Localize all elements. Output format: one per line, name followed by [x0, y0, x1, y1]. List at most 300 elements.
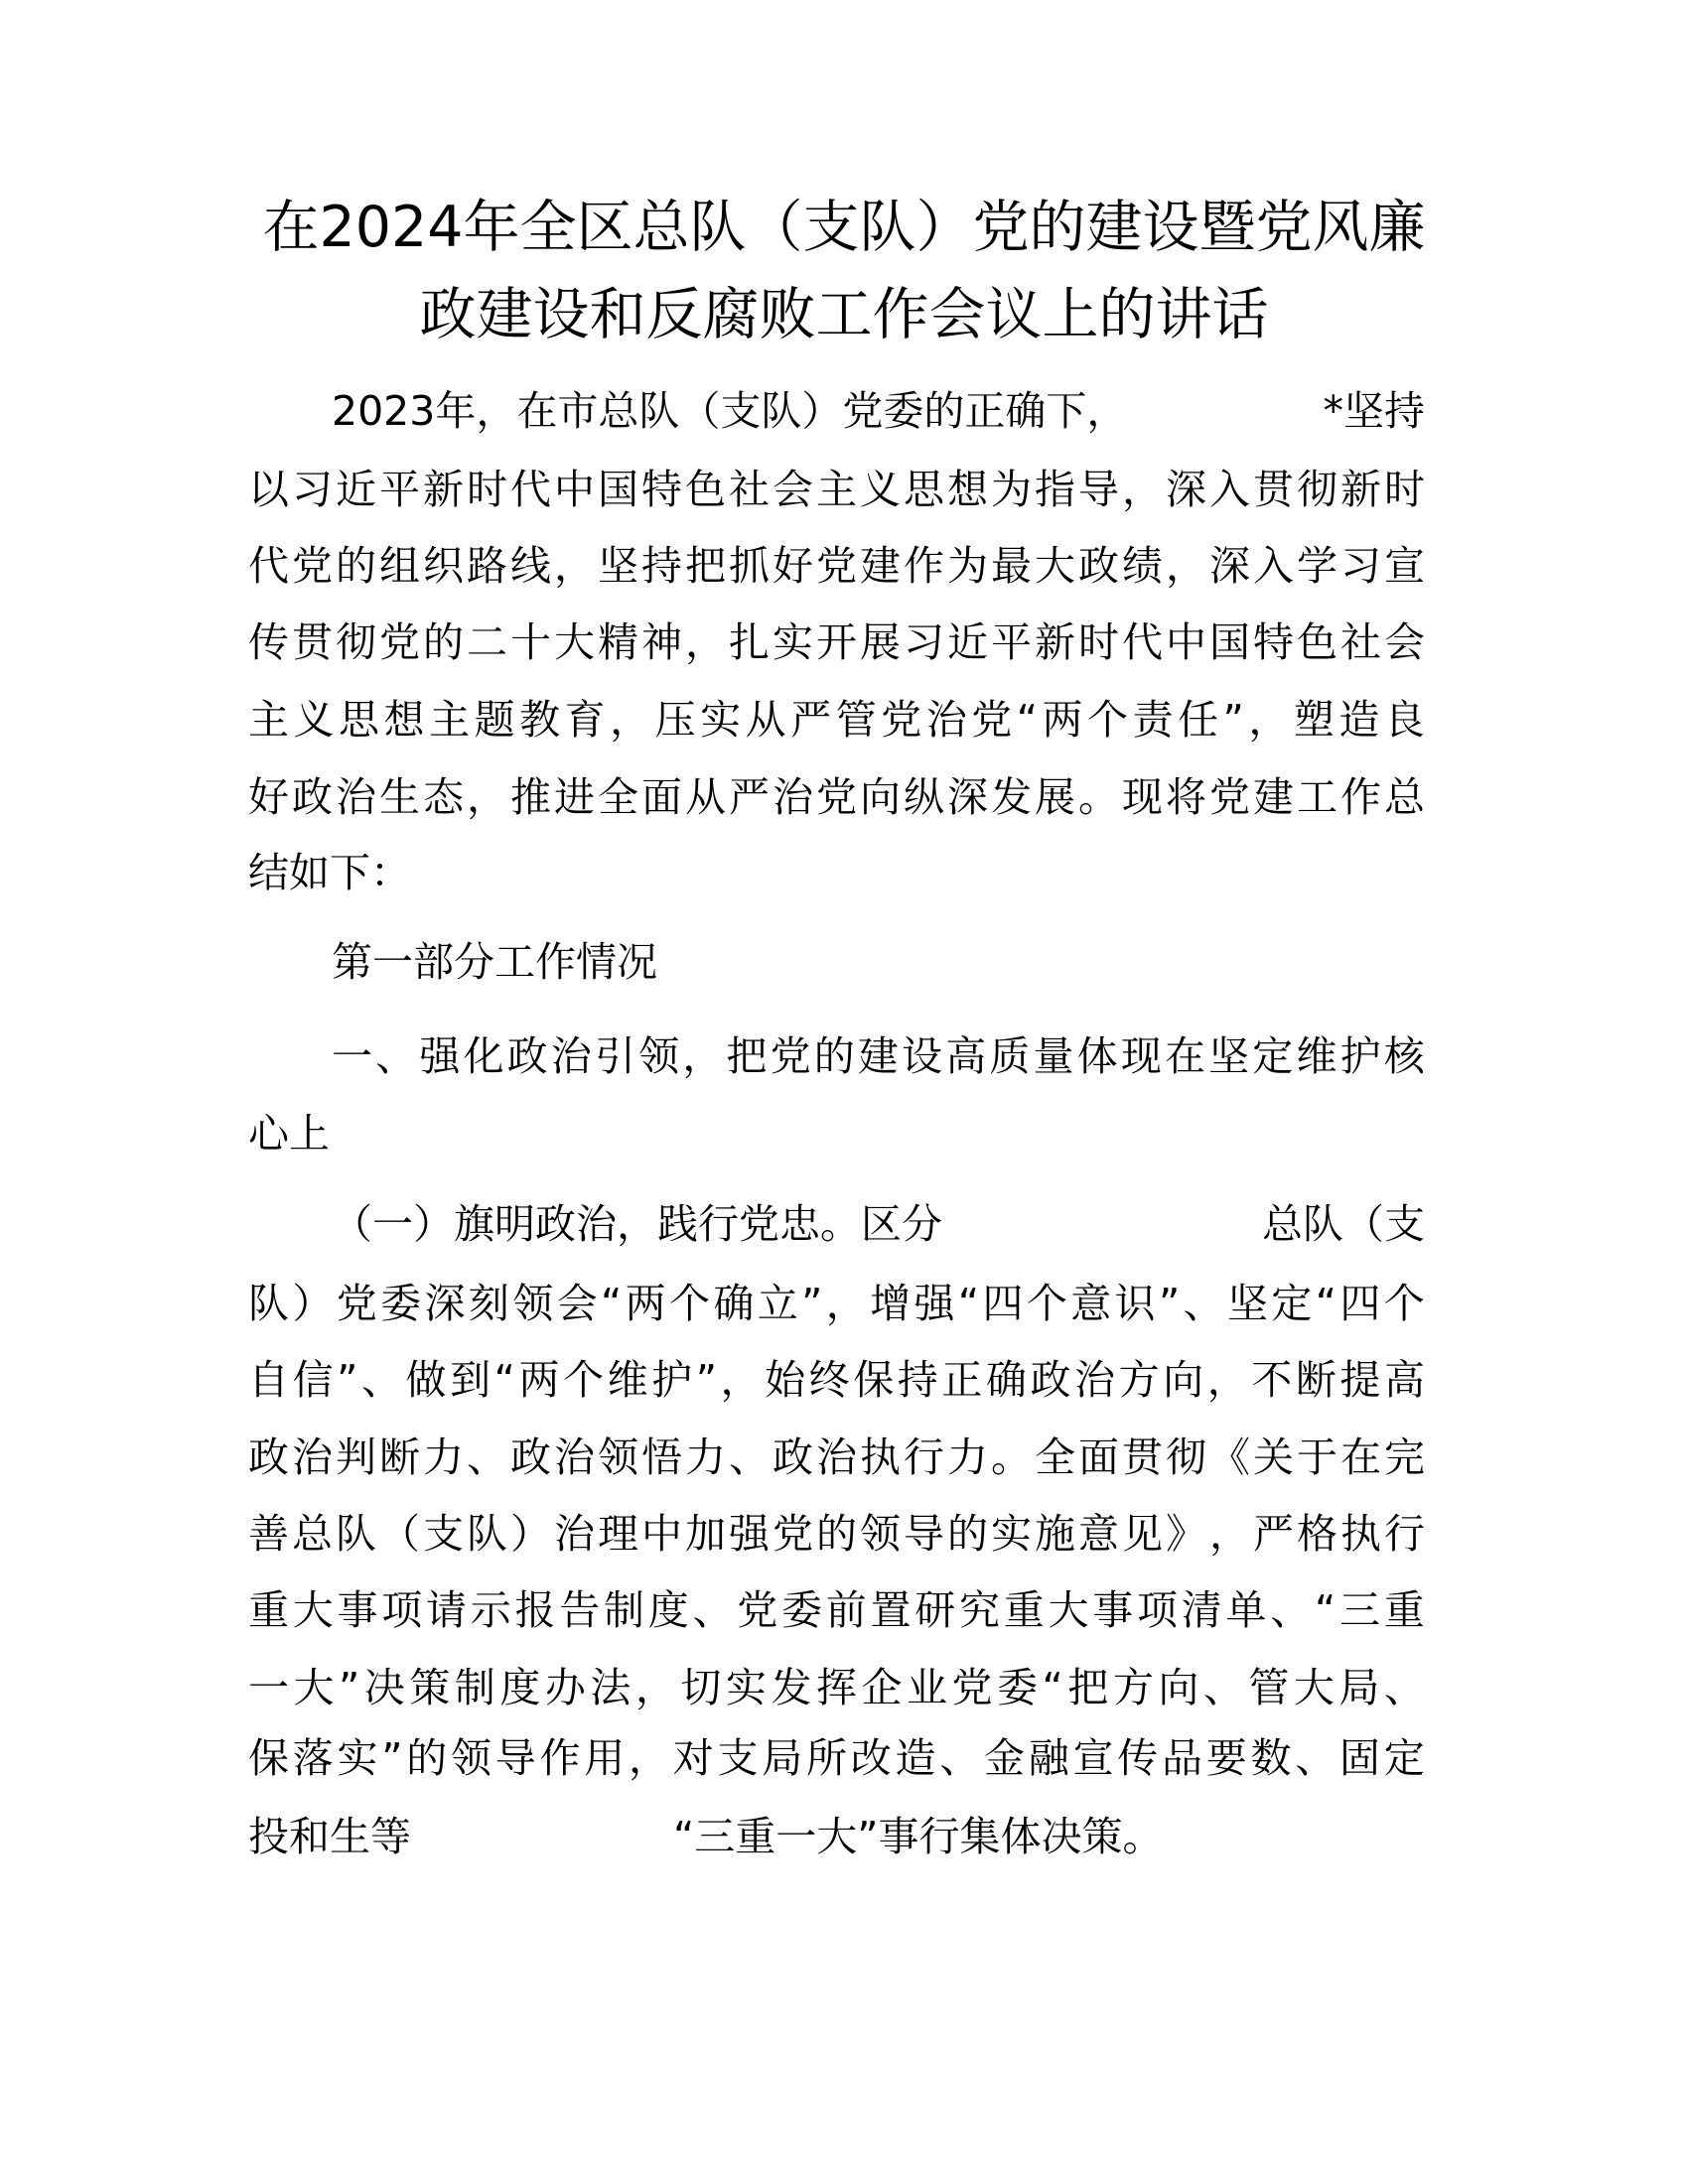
char: 两 — [625, 1280, 666, 1327]
char: 、 — [1270, 1586, 1312, 1634]
paragraph-line — [248, 690, 1425, 750]
char: 委 — [380, 1280, 422, 1327]
char: 政 — [248, 1433, 289, 1481]
paragraph-line — [248, 1580, 1425, 1640]
char: 造 — [1338, 696, 1380, 744]
char: ” — [381, 1734, 403, 1782]
char: 治 — [292, 1433, 333, 1481]
paragraph-line — [248, 536, 1425, 596]
text-segment: 2023年，在市总队（支队）党委的正确下， — [332, 387, 1128, 435]
char: “ — [1042, 1664, 1063, 1711]
char: 管 — [1248, 1664, 1290, 1711]
char: 建 — [860, 542, 901, 590]
char: 入 — [1209, 466, 1250, 513]
char: 政 — [506, 1032, 548, 1080]
char: 主 — [816, 466, 857, 513]
char: 固 — [1339, 1734, 1380, 1782]
char: 个 — [1383, 1280, 1425, 1327]
char: 平 — [379, 466, 420, 513]
char: 量 — [1033, 1032, 1074, 1080]
paragraph-line — [248, 1728, 1425, 1788]
char: 会 — [1384, 618, 1425, 666]
char: 习 — [904, 618, 944, 666]
char: 维 — [1296, 1032, 1337, 1080]
char: 品 — [1162, 1734, 1202, 1782]
char: 良 — [1383, 696, 1425, 744]
char: 强 — [729, 1510, 770, 1558]
char: 支 — [423, 1510, 464, 1558]
char: 判 — [336, 1433, 376, 1481]
char: 个 — [669, 1280, 710, 1327]
char: 总 — [1384, 773, 1425, 821]
char: 示 — [470, 1586, 511, 1634]
char: 作 — [904, 542, 944, 590]
char: 大 — [292, 1586, 334, 1634]
char: 党 — [770, 1032, 811, 1080]
char: 重 — [1383, 1586, 1425, 1634]
char: “ — [957, 1280, 980, 1327]
text-segment: 总队（支 — [1262, 1200, 1425, 1248]
char: 新 — [423, 466, 464, 513]
char: 贯 — [292, 618, 333, 666]
char: 路 — [467, 542, 507, 590]
char: ， — [467, 773, 507, 821]
char: 思 — [904, 466, 944, 513]
char: 绩 — [1122, 542, 1163, 590]
char: 传 — [1117, 1734, 1159, 1782]
char: 制 — [604, 1586, 644, 1634]
char: 压 — [654, 696, 696, 744]
char: 力 — [685, 1433, 726, 1481]
char: 格 — [1297, 1510, 1337, 1558]
char: 护 — [651, 1356, 693, 1404]
char: 彻 — [1297, 466, 1337, 513]
char: 自 — [248, 1356, 289, 1404]
char: ” — [337, 1356, 358, 1404]
char: 建 — [1253, 773, 1294, 821]
char: 领 — [598, 1433, 638, 1481]
char: 的 — [336, 542, 376, 590]
char: 党 — [971, 696, 1013, 744]
char: ” — [1222, 696, 1244, 744]
text-segment: *坚持 — [1323, 387, 1425, 435]
char: 方 — [1118, 1356, 1160, 1404]
char: 建 — [857, 1032, 899, 1080]
char: 数 — [1250, 1734, 1292, 1782]
char: 面 — [641, 773, 682, 821]
char: 刻 — [468, 1280, 509, 1327]
char: 的 — [406, 1734, 448, 1782]
char: 为 — [947, 542, 988, 590]
char: 特 — [641, 466, 682, 513]
char: 定 — [1252, 1032, 1294, 1080]
char: 高 — [945, 1032, 987, 1080]
char: 悟 — [641, 1433, 682, 1481]
char: 切 — [680, 1664, 722, 1711]
char: 中 — [641, 1510, 682, 1558]
char: 支 — [717, 1734, 759, 1782]
char: 造 — [895, 1734, 936, 1782]
char: 义 — [293, 696, 335, 744]
char: 推 — [510, 773, 551, 821]
char: 将 — [1166, 773, 1206, 821]
char: 改 — [850, 1734, 892, 1782]
char: 重 — [1003, 1586, 1045, 1634]
char: 委 — [997, 1664, 1039, 1711]
char: 终 — [808, 1356, 850, 1404]
char: 要 — [1205, 1734, 1247, 1782]
char: 会 — [556, 1280, 598, 1327]
char: 行 — [904, 1433, 944, 1481]
section-heading — [332, 1026, 1425, 1086]
char: ） — [510, 1510, 551, 1558]
char: 定 — [1271, 1280, 1313, 1327]
char: ， — [1209, 1510, 1250, 1558]
char: 二 — [467, 618, 507, 666]
char: 信 — [292, 1356, 334, 1404]
char: 彻 — [1166, 1433, 1206, 1481]
char: ” — [339, 1664, 360, 1711]
char: 度 — [499, 1664, 541, 1711]
char: 、 — [1202, 1664, 1244, 1711]
char: 面 — [1078, 1433, 1119, 1481]
char: 党 — [816, 542, 857, 590]
char: 大 — [1293, 1664, 1335, 1711]
char: 加 — [685, 1510, 726, 1558]
char: 态 — [423, 773, 464, 821]
char: 生 — [379, 773, 420, 821]
char: 党 — [1209, 773, 1250, 821]
char: 坚 — [1208, 1032, 1250, 1080]
char: 向 — [1158, 1664, 1199, 1711]
char: 一 — [332, 1032, 372, 1080]
char: 色 — [1297, 618, 1337, 666]
char: 习 — [292, 466, 333, 513]
char: 关 — [1253, 1433, 1294, 1481]
paragraph-line — [248, 1428, 1425, 1487]
char: 的 — [423, 618, 464, 666]
char: “ — [1016, 696, 1039, 744]
document-title-line-1: 在2024年全区总队（支队）党的建设暨党风廉 — [262, 195, 1426, 260]
char: 施 — [1035, 1510, 1075, 1558]
char: 两 — [1042, 696, 1083, 744]
paragraph-line — [248, 1658, 1425, 1717]
char: 时 — [467, 466, 507, 513]
char: 以 — [248, 466, 289, 513]
char: 。 — [1078, 773, 1119, 821]
char: 时 — [1384, 466, 1425, 513]
char: 强 — [419, 1032, 461, 1080]
char: ” — [1159, 1280, 1181, 1327]
char: 实 — [700, 696, 742, 744]
char: 引 — [594, 1032, 635, 1080]
char: 纵 — [904, 773, 944, 821]
char: 总 — [292, 1510, 333, 1558]
char: 社 — [1340, 618, 1381, 666]
char: 管 — [835, 696, 877, 744]
char: 定 — [1383, 1734, 1425, 1782]
char: 政 — [1078, 542, 1119, 590]
char: 实 — [991, 1510, 1032, 1558]
char: 强 — [914, 1280, 955, 1327]
char: 、 — [1183, 1280, 1224, 1327]
char: 展 — [860, 618, 901, 666]
char: （ — [379, 1510, 420, 1558]
char: 业 — [906, 1664, 947, 1711]
text-segment: “三重一大”事行集体决策。 — [673, 1813, 1164, 1860]
char: 好 — [248, 773, 289, 821]
part-heading: 第一部分工作情况 — [332, 938, 657, 986]
char: 方 — [1112, 1664, 1154, 1711]
char: 发 — [771, 1664, 812, 1711]
char: 领 — [512, 1280, 554, 1327]
char: 向 — [1163, 1356, 1204, 1404]
char: 融 — [1028, 1734, 1069, 1782]
char: ， — [1122, 466, 1163, 513]
paragraph-line — [332, 381, 1425, 441]
char: 力 — [423, 1433, 464, 1481]
char: 持 — [897, 1356, 938, 1404]
char: 个 — [563, 1356, 604, 1404]
char: 党 — [737, 1586, 778, 1634]
char: 新 — [1035, 618, 1075, 666]
char: 、 — [1295, 1734, 1336, 1782]
char: 立 — [757, 1280, 798, 1327]
char: 力 — [947, 1433, 988, 1481]
char: 重 — [248, 1586, 289, 1634]
char: 、 — [375, 1032, 417, 1080]
char: 导 — [904, 1510, 944, 1558]
char: 企 — [861, 1664, 903, 1711]
char: 局 — [762, 1734, 803, 1782]
char: 到 — [450, 1356, 492, 1404]
char: 置 — [870, 1586, 912, 1634]
char: 深 — [1166, 466, 1206, 513]
char: 治 — [1074, 1356, 1115, 1404]
char: 中 — [1166, 618, 1206, 666]
char: 特 — [1253, 618, 1294, 666]
char: 领 — [860, 1510, 901, 1558]
char: 实 — [337, 1734, 378, 1782]
char: 项 — [1137, 1586, 1178, 1634]
char: 从 — [745, 696, 786, 744]
char: 好 — [773, 542, 813, 590]
char: 党 — [816, 773, 857, 821]
char: 的 — [813, 1032, 855, 1080]
char: ， — [825, 1280, 867, 1327]
char: 义 — [860, 466, 901, 513]
char: 育 — [564, 696, 606, 744]
char: ” — [801, 1280, 823, 1327]
char: 。 — [991, 1433, 1032, 1481]
char: 为 — [991, 466, 1032, 513]
char: 全 — [1035, 1433, 1075, 1481]
char: 大 — [554, 618, 595, 666]
char: 、 — [692, 1586, 734, 1634]
char: 四 — [1339, 1280, 1381, 1327]
char: 作 — [1340, 773, 1381, 821]
char: ， — [1206, 1356, 1248, 1404]
char: 任 — [1178, 696, 1219, 744]
char: 从 — [685, 773, 726, 821]
char: 持 — [641, 542, 682, 590]
char: 、 — [360, 1356, 402, 1404]
section-heading-cont: 心上 — [248, 1110, 330, 1158]
char: 设 — [902, 1032, 943, 1080]
char: 党 — [292, 542, 333, 590]
char: 队 — [336, 1510, 376, 1558]
char: 个 — [1026, 1280, 1067, 1327]
char: 高 — [1383, 1356, 1425, 1404]
char: 的 — [947, 1510, 988, 1558]
char: ， — [629, 1734, 669, 1782]
char: 用 — [584, 1734, 626, 1782]
char: 坚 — [1227, 1280, 1268, 1327]
char: 想 — [383, 696, 425, 744]
char: 思 — [339, 696, 380, 744]
char: 十 — [510, 618, 551, 666]
char: 对 — [672, 1734, 714, 1782]
char: 想 — [947, 466, 988, 513]
char: 最 — [991, 542, 1032, 590]
char: 识 — [1114, 1280, 1156, 1327]
paragraph-line — [248, 1504, 1425, 1564]
char: ， — [1166, 542, 1206, 590]
char: 两 — [518, 1356, 560, 1404]
char: 大 — [1048, 1586, 1089, 1634]
char: 制 — [454, 1664, 495, 1711]
char: 政 — [292, 773, 333, 821]
char: 作 — [539, 1734, 581, 1782]
char: 代 — [248, 542, 289, 590]
char: 理 — [598, 1510, 638, 1558]
char: 完 — [1384, 1433, 1425, 1481]
char: 主 — [248, 696, 289, 744]
char: 指 — [1035, 466, 1075, 513]
char: 、 — [729, 1433, 770, 1481]
paragraph-line — [248, 1807, 1425, 1866]
char: 领 — [451, 1734, 492, 1782]
char: 项 — [381, 1586, 423, 1634]
char: 线 — [510, 542, 551, 590]
char: 报 — [514, 1586, 556, 1634]
char: 局 — [1338, 1664, 1380, 1711]
char: 度 — [647, 1586, 689, 1634]
char: 进 — [554, 773, 595, 821]
char: 的 — [816, 1510, 857, 1558]
char: 大 — [293, 1664, 335, 1711]
char: 党 — [773, 1510, 813, 1558]
paragraph-line — [248, 767, 1425, 827]
char: 发 — [991, 773, 1032, 821]
char: 告 — [559, 1586, 601, 1634]
char: 《 — [1209, 1433, 1250, 1481]
char: 把 — [726, 1032, 768, 1080]
char: 宣 — [1072, 1734, 1114, 1782]
char: 主 — [429, 696, 471, 744]
char: 把 — [1067, 1664, 1109, 1711]
char: 体 — [1076, 1032, 1118, 1080]
char: 严 — [790, 696, 832, 744]
char: ， — [1248, 696, 1290, 744]
char: 三 — [1339, 1586, 1380, 1634]
char: 、 — [467, 1433, 507, 1481]
char: 治 — [550, 1032, 592, 1080]
char: 治 — [554, 1510, 595, 1558]
char: 研 — [914, 1586, 956, 1634]
char: 策 — [409, 1664, 451, 1711]
char: 见 — [1122, 1510, 1163, 1558]
char: 前 — [825, 1586, 867, 1634]
char: 确 — [985, 1356, 1027, 1404]
char: 代 — [510, 466, 551, 513]
char: 落 — [292, 1734, 334, 1782]
char: 坚 — [598, 542, 638, 590]
char: “ — [601, 1280, 623, 1327]
char: 织 — [423, 542, 464, 590]
char: 善 — [248, 1510, 289, 1558]
char: 治 — [816, 1433, 857, 1481]
char: 深 — [424, 1280, 466, 1327]
char: 大 — [1035, 542, 1075, 590]
char: 治 — [925, 696, 967, 744]
char: 党 — [336, 1280, 377, 1327]
paragraph-line — [248, 613, 1425, 672]
char: ， — [610, 696, 651, 744]
char: ） — [292, 1280, 334, 1327]
char: 化 — [463, 1032, 504, 1080]
char: 扎 — [729, 618, 770, 666]
char: 政 — [773, 1433, 813, 1481]
char: 确 — [713, 1280, 755, 1327]
paragraph-line — [248, 460, 1425, 519]
char: 提 — [1339, 1356, 1381, 1404]
char: 办 — [544, 1664, 586, 1711]
char: 执 — [1340, 1510, 1381, 1558]
char: 宣 — [1384, 542, 1425, 590]
char: 开 — [816, 618, 857, 666]
char: 做 — [405, 1356, 447, 1404]
char: 学 — [1297, 542, 1337, 590]
char: “ — [493, 1356, 515, 1404]
char: 护 — [1339, 1032, 1381, 1080]
char: 行 — [1384, 1510, 1425, 1558]
char: 严 — [1253, 1510, 1294, 1558]
char: 》 — [1166, 1510, 1206, 1558]
char: 代 — [1122, 618, 1163, 666]
char: 增 — [870, 1280, 912, 1327]
char: 平 — [991, 618, 1032, 666]
char: 神 — [641, 618, 682, 666]
char: 实 — [725, 1664, 767, 1711]
char: 在 — [1164, 1032, 1205, 1080]
char: ， — [634, 1664, 676, 1711]
char: 导 — [494, 1734, 536, 1782]
char: 断 — [379, 1433, 420, 1481]
char: 事 — [337, 1586, 378, 1634]
char: 教 — [519, 696, 561, 744]
text-segment: 投和生等 — [248, 1813, 411, 1860]
char: ， — [685, 618, 726, 666]
char: 领 — [638, 1032, 680, 1080]
char: 组 — [379, 542, 420, 590]
char: 单 — [1225, 1586, 1267, 1634]
char: 保 — [853, 1356, 895, 1404]
char: 四 — [982, 1280, 1024, 1327]
char: 传 — [248, 618, 289, 666]
char: 意 — [1078, 1510, 1119, 1558]
paragraph-line — [248, 1350, 1425, 1410]
